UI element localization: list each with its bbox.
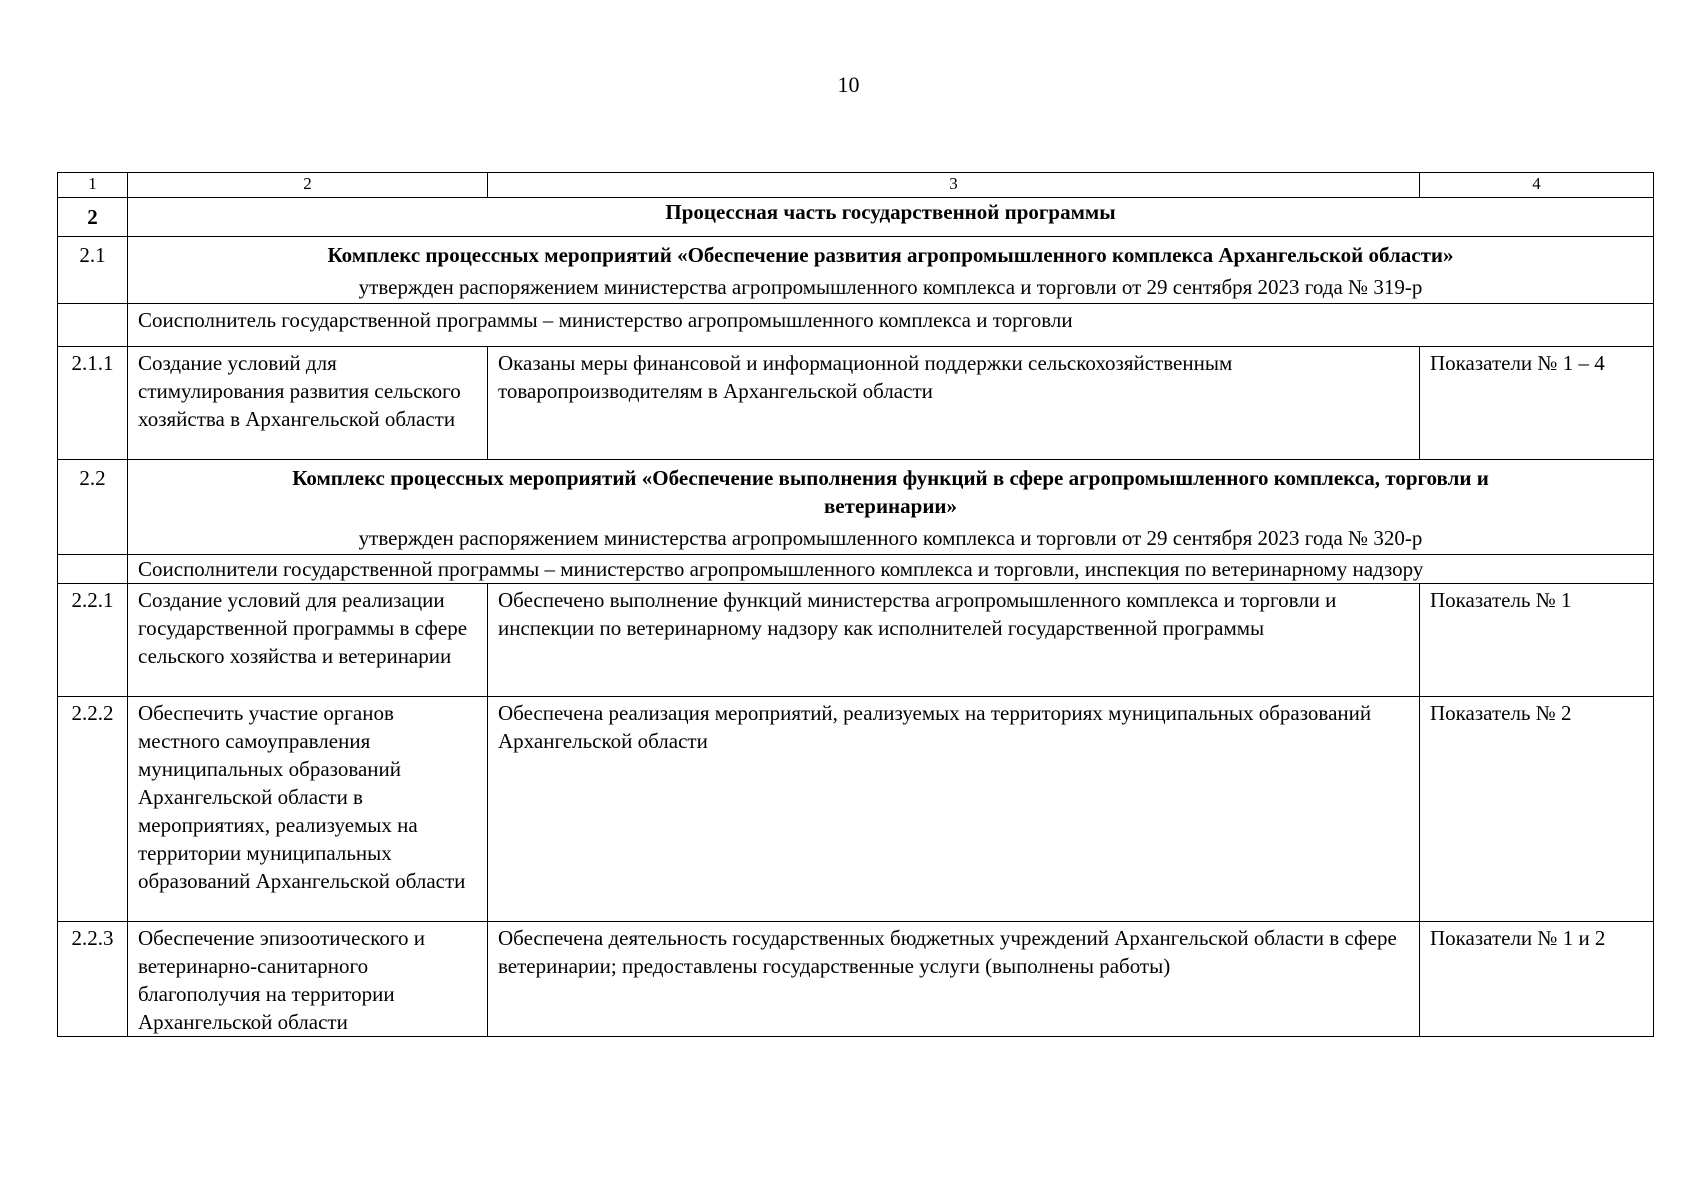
activity-row — [58, 922, 1654, 1037]
coexecutor-text: Соисполнитель государственной программы – министерство агропромышленного комплекса и торговли — [138, 308, 1073, 332]
column-number-2: 2 — [128, 173, 488, 198]
activity-indicator — [1420, 697, 1654, 922]
complex-number-text: 2.2 — [79, 466, 106, 490]
empty-cell — [58, 304, 128, 347]
empty-cell — [58, 555, 128, 584]
complex-header — [128, 237, 1654, 304]
complex-row — [58, 237, 1654, 304]
activity-number — [58, 697, 128, 922]
activity-number-text: 2.2.3 — [71, 926, 114, 950]
activity-row — [58, 347, 1654, 460]
activity-row — [58, 584, 1654, 697]
activity-row — [58, 697, 1654, 922]
page-number: 10 — [837, 72, 860, 97]
activity-result — [488, 347, 1420, 460]
activity-indicator-text: Показатели № 1 и 2 — [1430, 926, 1606, 950]
activity-task — [128, 584, 488, 697]
coexecutor-row — [58, 555, 1654, 584]
activity-result-text: Обеспечена деятельность государственных бюджетных учреждений Архангельской области в сфере ветеринарии; предоставлены государственные услуги (выполнены работы) — [498, 926, 1397, 978]
activity-result-text: Оказаны меры финансовой и информационной поддержки сельскохозяйственным товаропроизводителям в Архангельской области — [498, 351, 1233, 403]
column-number-1: 1 — [58, 173, 128, 198]
section-title: Процессная часть государственной программы — [128, 198, 1654, 237]
section-row — [58, 198, 1654, 237]
coexecutor-cell — [128, 555, 1654, 584]
activity-task-text: Создание условий для реализации государственной программы в сфере сельского хозяйства и ветеринарии — [138, 588, 468, 668]
program-table — [57, 172, 1654, 1037]
activity-result — [488, 697, 1420, 922]
activity-indicator-text: Показатель № 2 — [1430, 701, 1572, 725]
activity-task — [128, 347, 488, 460]
activity-indicator — [1420, 347, 1654, 460]
complex-row — [58, 460, 1654, 555]
complex-title: Комплекс процессных мероприятий «Обеспечение развития агропромышленного комплекса Архангельской области» — [327, 243, 1454, 267]
activity-indicator-text: Показатель № 1 — [1430, 588, 1572, 612]
coexecutor-cell — [128, 304, 1654, 347]
activity-task — [128, 922, 488, 1037]
complex-approval: утвержден распоряжением министерства агропромышленного комплекса и торговли от 29 сентября 2023 года № 319-р — [358, 275, 1423, 299]
column-number-3: 3 — [488, 173, 1420, 198]
activity-indicator — [1420, 922, 1654, 1037]
activity-result — [488, 922, 1420, 1037]
section-number: 2 — [58, 198, 128, 237]
complex-number-text: 2.1 — [79, 243, 106, 267]
complex-approval: утвержден распоряжением министерства агропромышленного комплекса и торговли от 29 сентября 2023 года № 320-р — [358, 526, 1423, 550]
activity-result — [488, 584, 1420, 697]
activity-number — [58, 922, 128, 1037]
complex-number — [58, 237, 128, 304]
activity-result-text: Обеспечена реализация мероприятий, реализуемых на территориях муниципальных образований Архангельской области — [498, 701, 1372, 753]
complex-title: Комплекс процессных мероприятий «Обеспечение выполнения функций в сфере агропромышленного комплекса, торговли и ветеринарии» — [292, 466, 1489, 518]
activity-task-text: Обеспечить участие органов местного самоуправления муниципальных образований Архангельской области в мероприятиях, реализуемых на территории муниципальных образований Архангельской области — [138, 701, 466, 893]
activity-task-text: Создание условий для стимулирования развития сельского хозяйства в Архангельской области — [138, 351, 461, 431]
activity-number-text: 2.2.1 — [71, 588, 114, 612]
column-number-4: 4 — [1420, 173, 1654, 198]
coexecutor-text: Соисполнители государственной программы – министерство агропромышленного комплекса и торговли, инспекция по ветеринарному надзору — [138, 557, 1424, 581]
activity-indicator-text: Показатели № 1 – 4 — [1430, 351, 1605, 375]
column-number-row — [58, 173, 1654, 198]
activity-indicator — [1420, 584, 1654, 697]
coexecutor-row — [58, 304, 1654, 347]
activity-number-text: 2.1.1 — [71, 351, 114, 375]
activity-task — [128, 697, 488, 922]
complex-header — [128, 460, 1654, 555]
complex-number — [58, 460, 128, 555]
activity-number-text: 2.2.2 — [71, 701, 114, 725]
activity-number — [58, 584, 128, 697]
activity-result-text: Обеспечено выполнение функций министерства агропромышленного комплекса и торговли и инспекции по ветеринарному надзору как исполнителей государственной программы — [498, 588, 1337, 640]
activity-number — [58, 347, 128, 460]
activity-task-text: Обеспечение эпизоотического и ветеринарно-санитарного благополучия на территории Архангельской области — [138, 926, 425, 1034]
